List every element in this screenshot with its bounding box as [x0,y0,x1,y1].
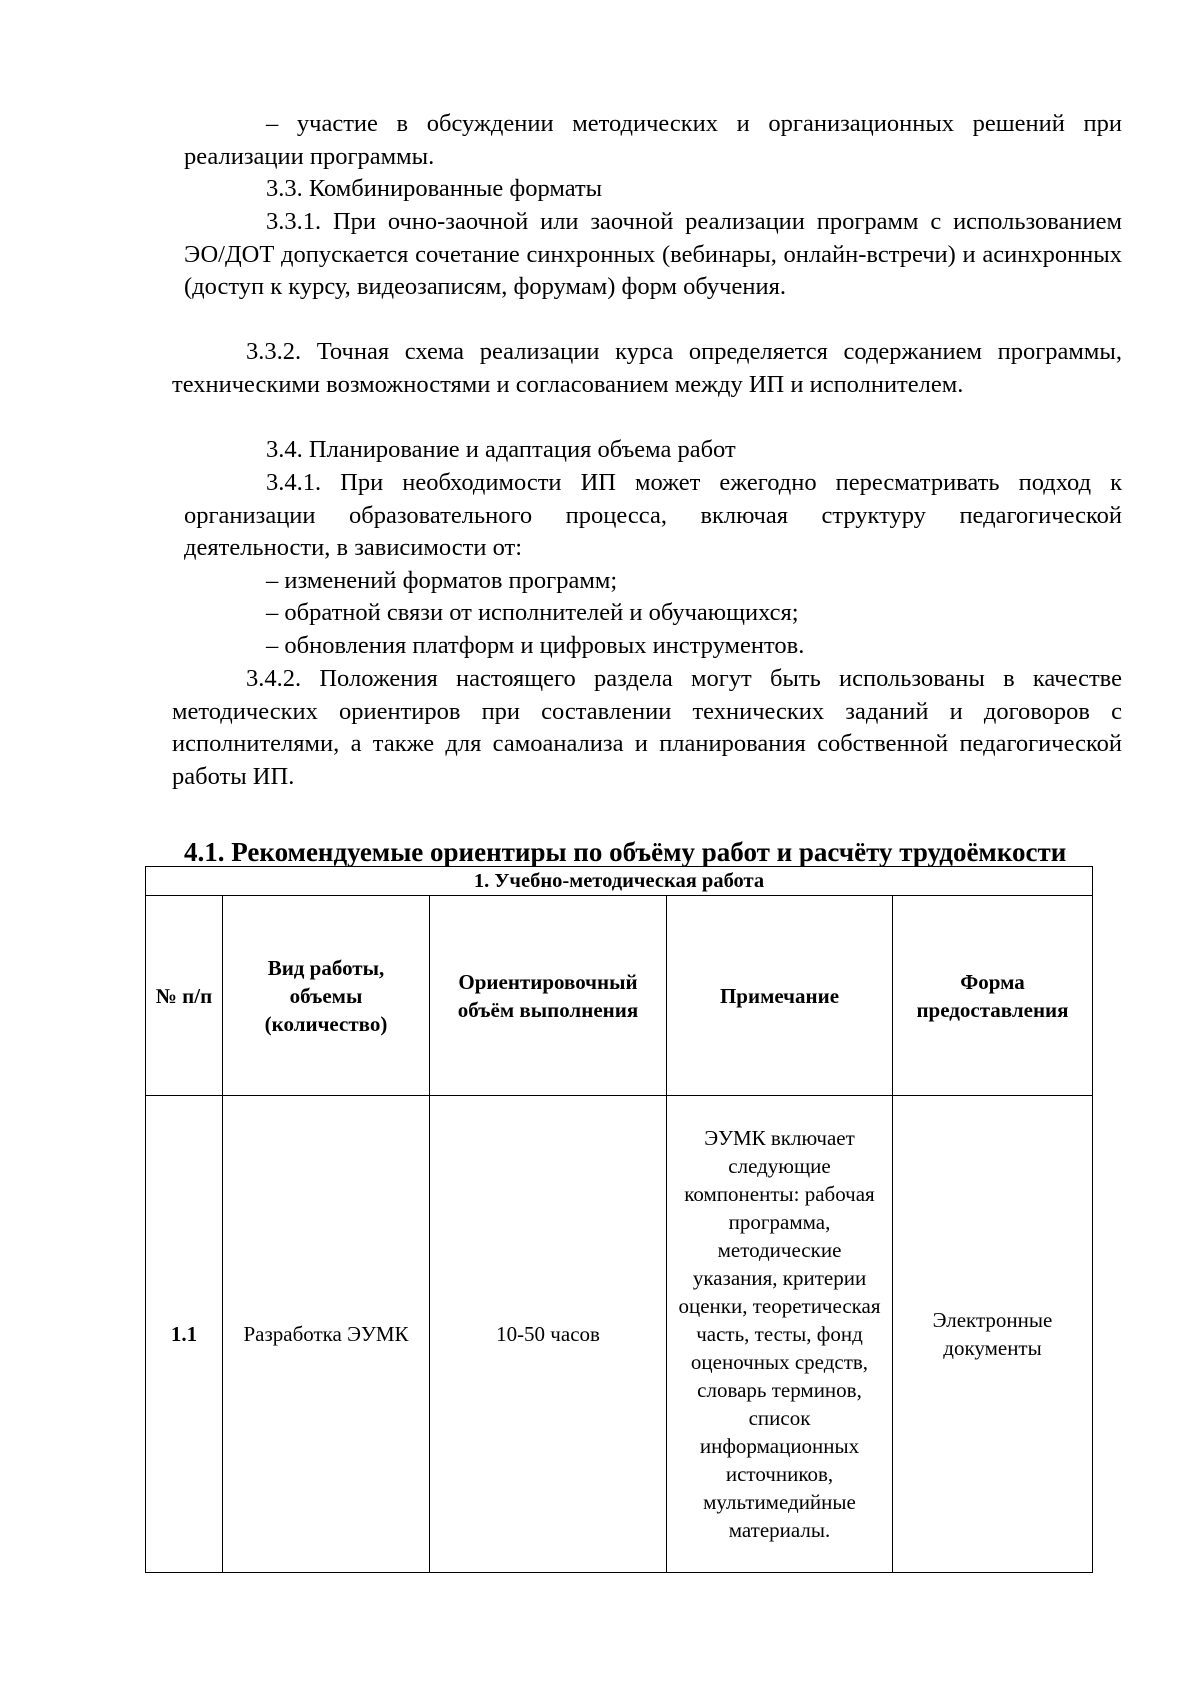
cell-kind: Разработка ЭУМК [223,1096,430,1573]
section-heading-4-1: 4.1. Рекомендуемые ориентиры по объёму работ и расчёту трудоёмкости [184,837,1067,867]
list-item-feedback: – обратной связи от исполнителей и обучающихся; [266,599,799,626]
paragraph-3-4-2: 3.4.2. Положения настоящего раздела могут быть использованы в качестве методических ориентиров при составлении технических заданий и договоров с исполнителями, а также для самоанализа и планирования собственной педагогической работы ИП. [172,665,1122,790]
table-row [146,1096,1093,1573]
list-item-formats: – изменений форматов программ; [266,567,618,594]
paragraph-3-3-2: 3.3.2. Точная схема реализации курса определяется содержанием программы, техническими возможностями и согласованием между ИП и исполнителем. [172,338,1122,398]
list-item-platforms: – обновления платформ и цифровых инструментов. [266,632,805,659]
table-caption: 1. Учебно-методическая работа [146,867,1093,896]
workload-table [145,866,1093,1573]
header-note: Примечание [667,896,893,1096]
table-header-row [146,896,1093,1096]
header-volume: Ориентировочный объём выполнения [430,896,667,1096]
header-kind: Вид работы, объемы (количество) [223,896,430,1096]
paragraph-3-4-1: 3.4.1. При необходимости ИП может ежегодно пересматривать подход к организации образовательного процесса, включая структуру педагогической деятельности, в зависимости от: [184,469,1122,562]
cell-volume: 10-50 часов [430,1096,667,1573]
cell-note: ЭУМК включает следующие компоненты: рабочая программа, методические указания, критерии оценки, теоретическая часть, тесты, фонд оценочных средств, словарь терминов, список информационных источников, мультимедийные материалы. [667,1096,893,1573]
subsection-heading-3-3: 3.3. Комбинированные форматы [266,175,603,202]
subsection-heading-3-4: 3.4. Планирование и адаптация объема работ [266,436,736,463]
paragraph-3-3-1: 3.3.1. При очно-заочной или заочной реализации программ с использованием ЭО/ДОТ допускается сочетание синхронных (вебинары, онлайн-встречи) и асинхронных (доступ к курсу, видеозаписям, форумам) форм обучения. [184,208,1122,301]
header-num: № п/п [146,896,223,1096]
cell-form: Электронные документы [893,1096,1093,1573]
paragraph-participation: – участие в обсуждении методических и организационных решений при реализации программы. [184,110,1122,170]
cell-num: 1.1 [146,1096,223,1573]
header-form: Форма предоставления [893,896,1093,1096]
table-caption-row [146,867,1093,896]
